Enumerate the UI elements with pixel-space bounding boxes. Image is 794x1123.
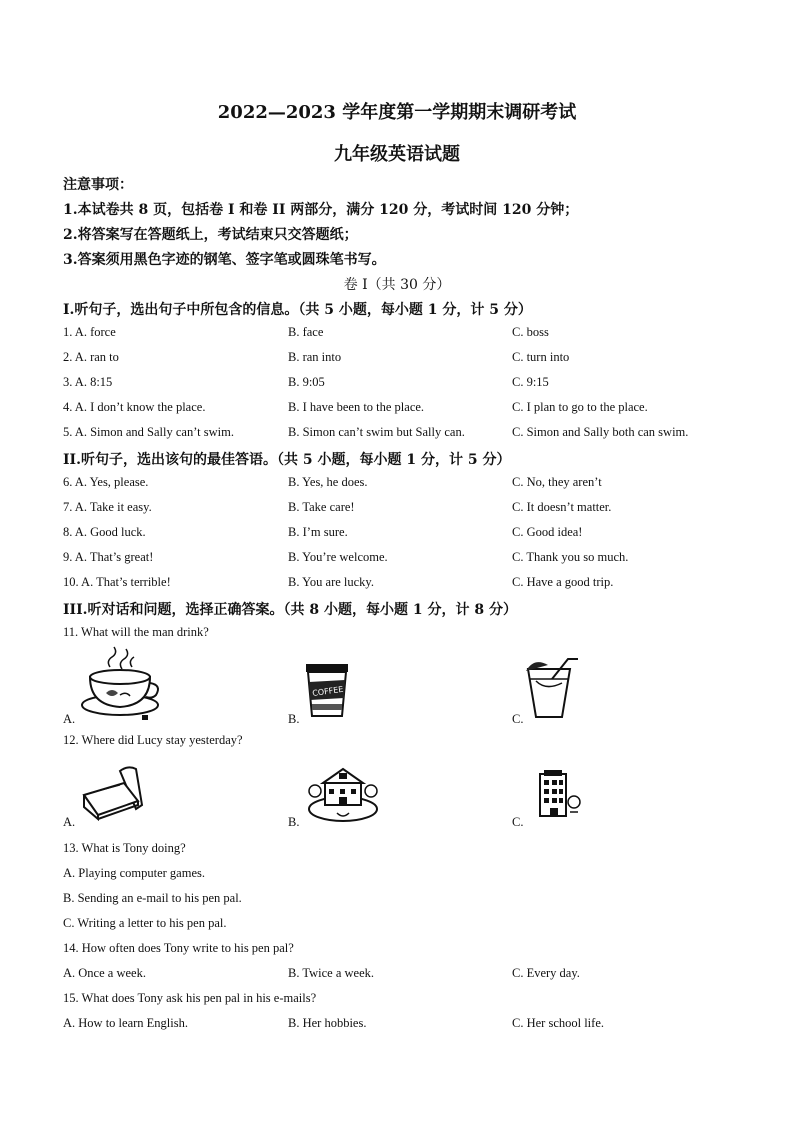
option-b: B. Simon can’t swim but Sally can. (288, 425, 465, 439)
option-c: C. Every day. (512, 966, 580, 980)
option-a: 10. A. That’s terrible! (63, 575, 171, 589)
option-a: 1. A. force (63, 325, 116, 339)
svg-text:COFFEE: COFFEE (311, 684, 344, 699)
juice-glass-icon (522, 655, 584, 721)
volume-heading: 卷 I（共 30 分） (343, 277, 451, 293)
option-b: B. You’re welcome. (288, 550, 388, 564)
option-a: A. (63, 815, 76, 829)
option-a: 8. A. Good luck. (63, 525, 146, 539)
section-heading: I.听句子，选出句子中所包含的信息。（共 5 小题，每小题 1 分，计 5 分） (63, 302, 532, 318)
notice-item: 1.本试卷共 8 页，包括卷 I 和卷 II 两部分，满分 120 分，考试时间 120 分钟； (63, 202, 579, 218)
question-15: 15. What does Tony ask his pen pal in his e-mails? (63, 991, 317, 1005)
option-a: 7. A. Take it easy. (63, 500, 152, 514)
option-a: A. Once a week. (63, 966, 146, 980)
option-a: 2. A. ran to (63, 350, 119, 364)
option-b: B. Yes, he does. (288, 475, 368, 489)
option-a: 4. A. I don’t know the place. (63, 400, 206, 414)
option-a: A. How to learn English. (63, 1016, 188, 1030)
option-b: B. I have been to the place. (288, 400, 425, 414)
option-b: B. Sending an e-mail to his pen pal. (63, 891, 242, 905)
hotel-building-icon (530, 768, 582, 818)
exam-title: 2022—2023 学年度第一学期期末调研考试 (217, 102, 577, 123)
option-b: B. You are lucky. (288, 575, 374, 589)
section-heading: III.听对话和问题，选择正确答案。（共 8 小题，每小题 1 分，计 8 分） (63, 602, 517, 618)
option-a: 3. A. 8:15 (63, 375, 113, 389)
option-c: C. Simon and Sally both can swim. (512, 425, 689, 439)
option-c: C. Writing a letter to his pen pal. (63, 916, 227, 930)
section-heading: II.听句子，选出该句的最佳答语。（共 5 小题，每小题 1 分，计 5 分） (63, 452, 511, 468)
option-c: C. Good idea! (512, 525, 583, 539)
option-a: 5. A. Simon and Sally can’t swim. (63, 425, 234, 439)
option-a: A. Playing computer games. (63, 866, 205, 880)
option-b: B. Take care! (288, 500, 355, 514)
option-c: C. (512, 712, 524, 726)
tea-cup-icon (76, 645, 162, 723)
option-c: C. (512, 815, 524, 829)
option-a: A. (63, 712, 76, 726)
question-13: 13. What is Tony doing? (63, 841, 186, 855)
option-b: B. ran into (288, 350, 342, 364)
option-c: C. It doesn’t matter. (512, 500, 612, 514)
option-c: C. No, they aren’t (512, 475, 602, 489)
option-b: B. Twice a week. (288, 966, 375, 980)
exam-subtitle: 九年级英语试题 (334, 144, 460, 165)
option-c: C. Her school life. (512, 1016, 604, 1030)
coffee-cup-icon (302, 660, 352, 720)
option-a: 6. A. Yes, please. (63, 475, 149, 489)
option-c: C. Have a good trip. (512, 575, 614, 589)
option-b: B. (288, 815, 300, 829)
option-b: B. (288, 712, 300, 726)
school-icon (305, 765, 381, 823)
option-a: 9. A. That’s great! (63, 550, 154, 564)
notice-item: 2.将答案写在答题纸上，考试结束只交答题纸； (63, 227, 358, 243)
question-14: 14. How often does Tony write to his pen pal? (63, 941, 294, 955)
option-c: C. boss (512, 325, 549, 339)
option-c: C. Thank you so much. (512, 550, 629, 564)
option-c: C. turn into (512, 350, 570, 364)
question-11: 11. What will the man drink? (63, 625, 209, 639)
option-b: B. Her hobbies. (288, 1016, 367, 1030)
notice-heading: 注意事项： (63, 177, 133, 193)
question-12: 12. Where did Lucy stay yesterday? (63, 733, 243, 747)
option-c: C. I plan to go to the place. (512, 400, 648, 414)
bed-icon (80, 765, 150, 821)
option-b: B. face (288, 325, 324, 339)
option-b: B. 9:05 (288, 375, 325, 389)
notice-item: 3.答案须用黑色字迹的钢笔、签字笔或圆珠笔书写。 (63, 252, 386, 268)
option-b: B. I’m sure. (288, 525, 348, 539)
option-c: C. 9:15 (512, 375, 549, 389)
